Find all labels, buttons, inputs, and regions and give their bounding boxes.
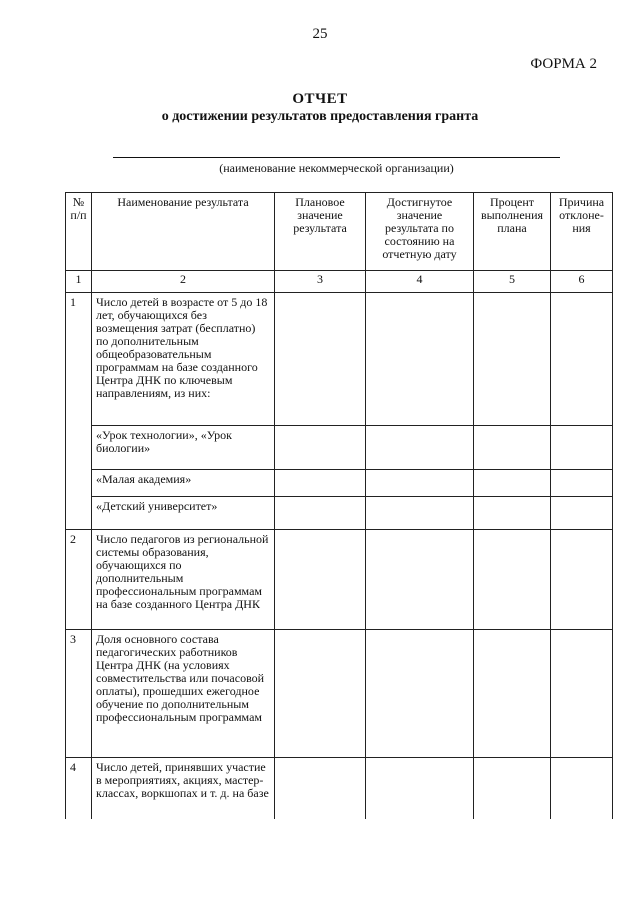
- completion-percent-cell[interactable]: [474, 470, 551, 497]
- form-label: ФОРМА 2: [530, 56, 597, 72]
- result-name: Доля основного состава педагогических работников Центра ДНК (на условиях совместительства или почасовой оплаты), прошедших ежегодное обучение по дополнительным профессиональным программам: [92, 630, 275, 758]
- planned-value-cell[interactable]: [275, 758, 366, 820]
- achieved-value-cell[interactable]: [366, 630, 474, 758]
- planned-value-cell[interactable]: [275, 426, 366, 470]
- column-number: 1: [66, 271, 92, 293]
- table-row: [66, 630, 613, 758]
- table-row: [66, 497, 613, 530]
- table-row: [66, 758, 613, 820]
- header-deviation-reason: Причина отклоне-ния: [551, 193, 613, 271]
- achieved-value-cell[interactable]: [366, 426, 474, 470]
- result-name: «Малая академия»: [92, 470, 275, 497]
- result-name: «Детский университет»: [92, 497, 275, 530]
- table-row: [66, 530, 613, 630]
- table-header-row: [66, 193, 613, 271]
- header-number: № п/п: [66, 193, 92, 271]
- report-subtitle: о достижении результатов предоставления гранта: [161, 109, 479, 124]
- result-name: Число педагогов из региональной системы образования, обучающихся по дополнительным профессиональным программам на базе созданного Центра ДНК: [92, 530, 275, 630]
- table-row: [66, 293, 613, 426]
- planned-value-cell[interactable]: [275, 293, 366, 426]
- column-number: 4: [366, 271, 474, 293]
- completion-percent-cell[interactable]: [474, 426, 551, 470]
- organization-name-caption: (наименование некоммерческой организации): [219, 161, 454, 175]
- completion-percent-cell[interactable]: [474, 497, 551, 530]
- row-number: 1: [66, 293, 92, 426]
- planned-value-cell[interactable]: [275, 530, 366, 630]
- column-number: 3: [275, 271, 366, 293]
- header-result-name: Наименование результата: [92, 193, 275, 271]
- completion-percent-cell[interactable]: [474, 630, 551, 758]
- page-number: 25: [312, 26, 328, 42]
- organization-name-line: [113, 157, 560, 158]
- achieved-value-cell[interactable]: [366, 758, 474, 820]
- achieved-value-cell[interactable]: [366, 470, 474, 497]
- deviation-reason-cell[interactable]: [551, 426, 613, 470]
- row-number: 2: [66, 530, 92, 630]
- achieved-value-cell[interactable]: [366, 497, 474, 530]
- report-title: ОТЧЕТ: [292, 91, 348, 107]
- row-number: [66, 426, 92, 470]
- deviation-reason-cell[interactable]: [551, 293, 613, 426]
- header-planned-value: Плановое значение результата: [275, 193, 366, 271]
- row-number: 4: [66, 758, 92, 820]
- column-number: 5: [474, 271, 551, 293]
- deviation-reason-cell[interactable]: [551, 758, 613, 820]
- header-completion-percent: Процент выполнения плана: [474, 193, 551, 271]
- completion-percent-cell[interactable]: [474, 293, 551, 426]
- planned-value-cell[interactable]: [275, 497, 366, 530]
- achieved-value-cell[interactable]: [366, 530, 474, 630]
- achieved-value-cell[interactable]: [366, 293, 474, 426]
- table-row: [66, 470, 613, 497]
- deviation-reason-cell[interactable]: [551, 497, 613, 530]
- planned-value-cell[interactable]: [275, 470, 366, 497]
- planned-value-cell[interactable]: [275, 630, 366, 758]
- result-name: «Урок технологии», «Урок биологии»: [92, 426, 275, 470]
- row-number: [66, 497, 92, 530]
- deviation-reason-cell[interactable]: [551, 530, 613, 630]
- table-row: [66, 426, 613, 470]
- header-achieved-value: Достигнутое значение результата по состоянию на отчетную дату: [366, 193, 474, 271]
- row-number: 3: [66, 630, 92, 758]
- deviation-reason-cell[interactable]: [551, 630, 613, 758]
- column-number: 2: [92, 271, 275, 293]
- report-table: [65, 192, 613, 819]
- column-number: 6: [551, 271, 613, 293]
- column-number-row: [66, 271, 613, 293]
- completion-percent-cell[interactable]: [474, 530, 551, 630]
- deviation-reason-cell[interactable]: [551, 470, 613, 497]
- result-name: Число детей, принявших участие в мероприятиях, акциях, мастер-классах, воркшопах и т. д. на базе: [92, 758, 275, 820]
- completion-percent-cell[interactable]: [474, 758, 551, 820]
- result-name: Число детей в возрасте от 5 до 18 лет, обучающихся без возмещения затрат (бесплатно) по дополнительным общеобразовательным программам на базе созданного Центра ДНК по ключевым направлениям, из них:: [92, 293, 275, 426]
- row-number: [66, 470, 92, 497]
